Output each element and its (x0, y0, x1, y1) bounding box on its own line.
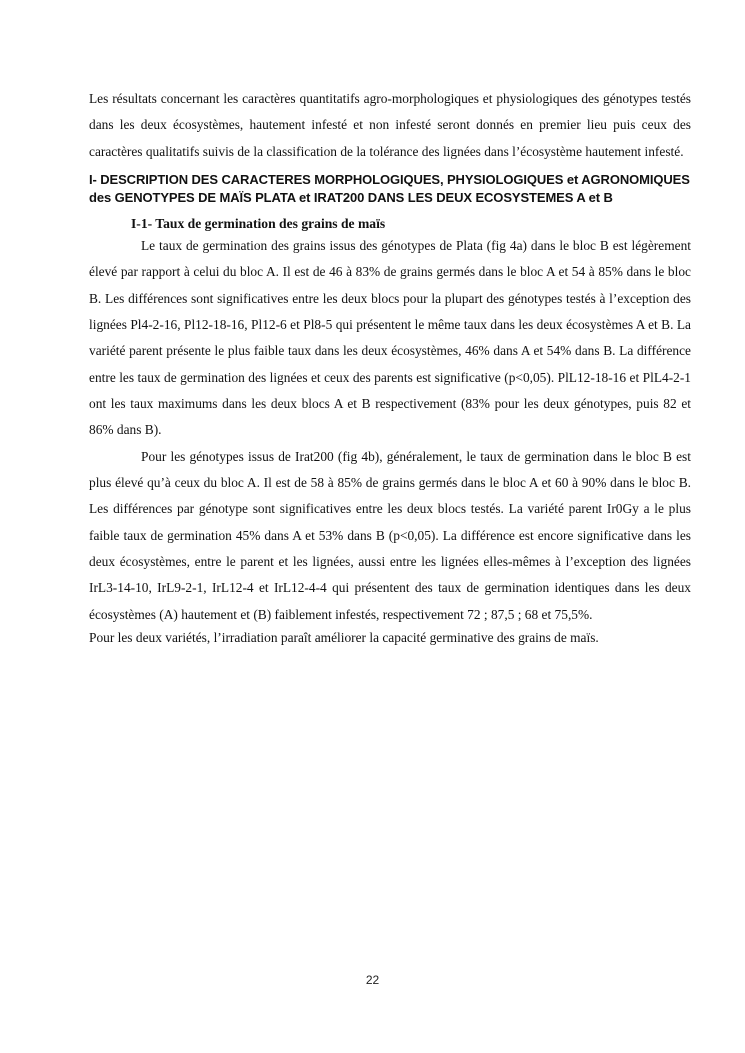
page-number: 22 (365, 973, 380, 987)
paragraph-irat: Pour les génotypes issus de Irat200 (fig 4b), généralement, le taux de germination dans le bloc B est plus élevé qu’à ceux du bloc A. Il est de 58 à 85% de grains germés dans le bloc A et 60 à 90% dans le bloc B. Les différences par génotype sont significatives entre les deux blocs testés. La variété parent Ir0Gy a le plus faible taux de germination 45% dans A et 53% dans B (p<0,05). La différence est encore significative dans les deux écosystèmes, entre le parent et les lignées, aussi entre les lignées elles-mêmes à l’exception des lignées IrL3-14-10, IrL9-2-1, IrL12-4 et IrL12-4-4 qui présentent des taux de germination identiques dans les deux écosystèmes (A) hautement et (B) faiblement infestés, respectivement 72 ; 87,5 ; 68 et 75,5%. (89, 448, 691, 622)
subsection-heading: I-1- Taux de germination des grains de maïs (131, 215, 386, 231)
paragraph-conclusion: Pour les deux variétés, l’irradiation paraît améliorer la capacité germinative des grains de maïs. (89, 630, 599, 646)
intro-paragraph: Les résultats concernant les caractères quantitatifs agro-morphologiques et physiologiques des génotypes testés dans les deux écosystèmes, hautement infesté et non infesté seront donnés en premier lieu puis ceux des caractères qualitatifs suivis de la classification de la tolérance des lignées dans l’écosystème hautement infesté. (89, 91, 691, 159)
page-content (89, 86, 691, 648)
paragraph-plata: Le taux de germination des grains issus des génotypes de Plata (fig 4a) dans le bloc B est légèrement élevé par rapport à celui du bloc A. Il est de 46 à 83% de grains germés dans le bloc A et 54 à 85% dans le bloc B. Les différences sont significatives entre les deux blocs pour la plupart des génotypes testés à l’exception des lignées Pl4-2-16, Pl12-18-16, Pl12-6 et Pl8-5 qui présentent le même taux dans les deux écosystèmes A et B. La variété parent présente le plus faible taux dans les deux écosystèmes, 46% dans A et 54% dans B. La différence entre les taux de germination des lignées et ceux des parents est significative (p<0,05). PlL12-18-16 et PlL4-2-1 ont les taux maximums dans les deux blocs A et B respectivement (83% pour les deux génotypes, puis 82 et 86% dans B). (89, 237, 691, 438)
section-heading: I- DESCRIPTION DES CARACTERES MORPHOLOGIQUES, PHYSIOLOGIQUES et AGRONOMIQUES des GENOTYPES DE MAÏS PLATA et IRAT200 DANS LES DEUX ECOSYSTEMES A et B (89, 171, 690, 205)
